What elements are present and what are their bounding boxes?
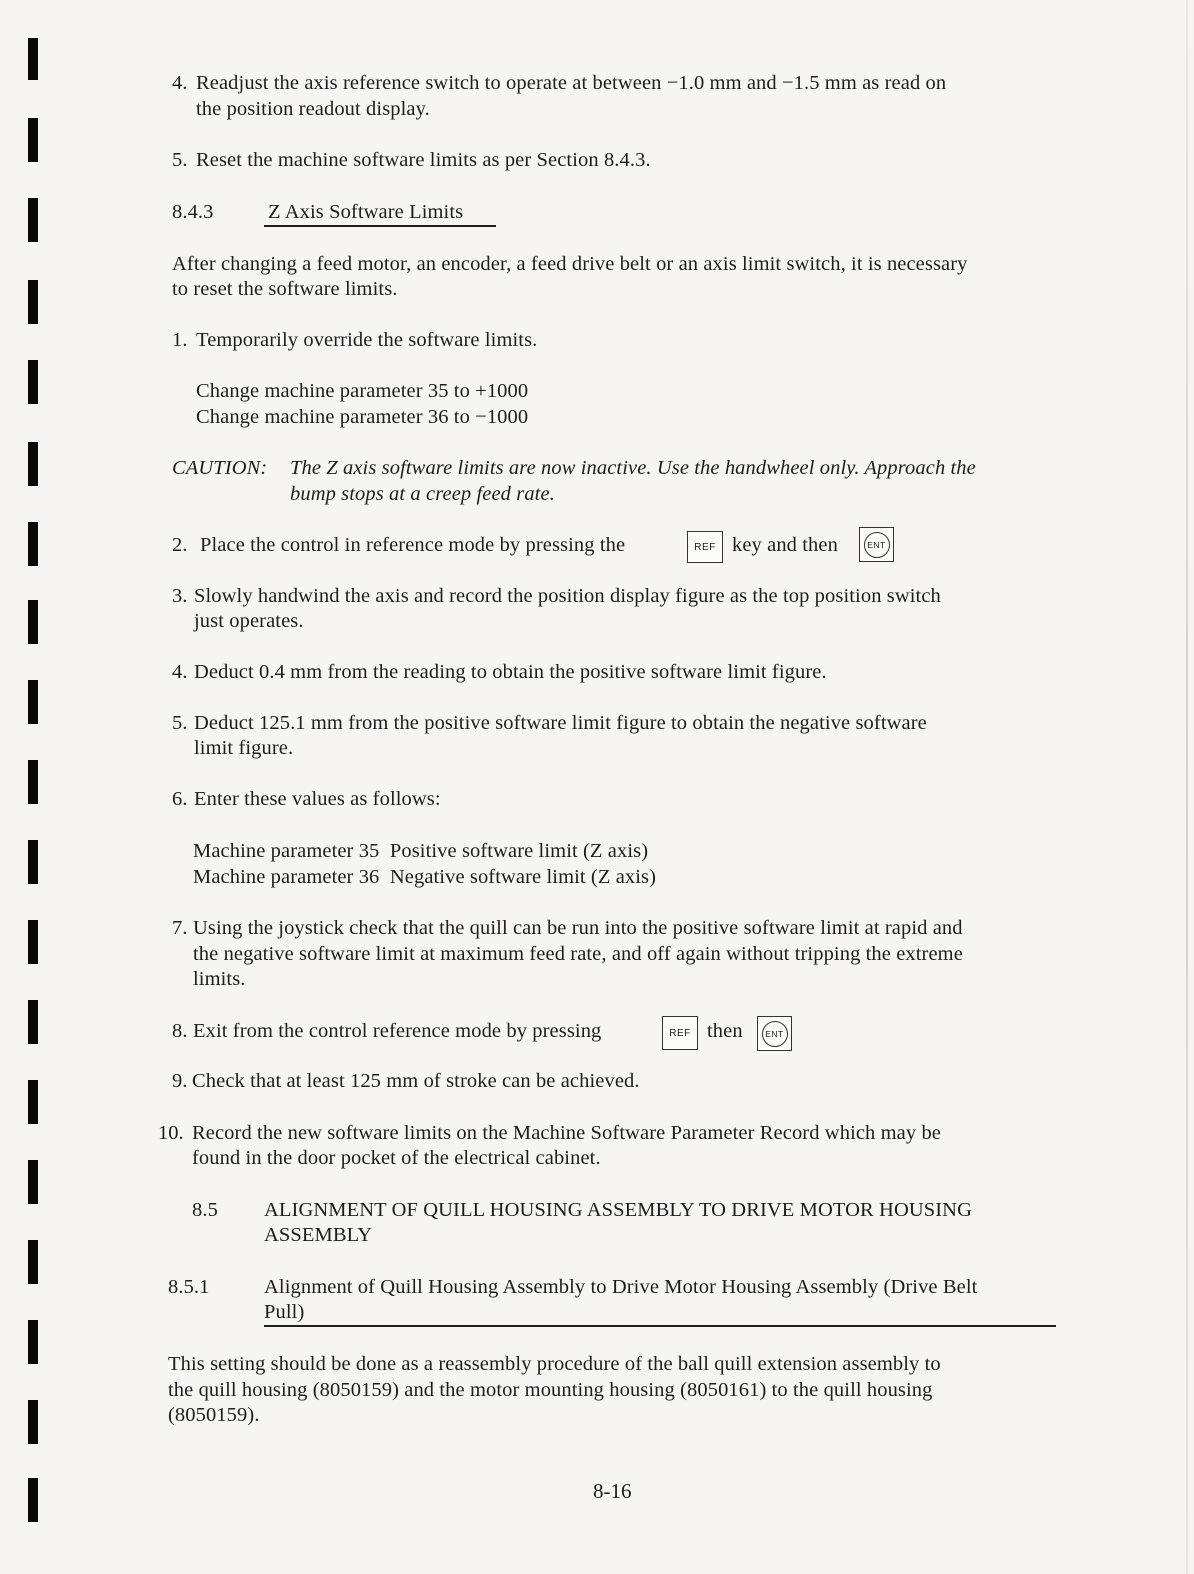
step-text: Using the joystick check that the quill can be run into the positive software limit at rapid and bbox=[193, 917, 963, 939]
page-number: 8-16 bbox=[593, 1479, 632, 1503]
parameter-line: Machine parameter 35 Positive software limit (Z axis) bbox=[193, 840, 649, 862]
binder-mark bbox=[28, 1400, 38, 1444]
step-text: Place the control in reference mode by pressing the bbox=[200, 534, 626, 556]
paragraph-line: After changing a feed motor, an encoder, a feed drive belt or an axis limit switch, it is necessary bbox=[172, 253, 968, 275]
step-number: 8. bbox=[172, 1020, 188, 1042]
parameter-line: Change machine parameter 35 to +1000 bbox=[196, 380, 529, 402]
section-title: Z Axis Software Limits bbox=[268, 201, 464, 223]
binder-mark bbox=[28, 1080, 38, 1124]
section-title: Pull) bbox=[264, 1301, 305, 1323]
binder-mark bbox=[28, 442, 38, 486]
binder-mark bbox=[28, 118, 38, 162]
section-title: ALIGNMENT OF QUILL HOUSING ASSEMBLY TO DRIVE MOTOR HOUSING bbox=[264, 1199, 972, 1221]
step-number: 10. bbox=[158, 1122, 184, 1144]
paragraph-line: the quill housing (8050159) and the motor mounting housing (8050161) to the quill housing bbox=[168, 1379, 933, 1401]
page-edge-shadow bbox=[1186, 0, 1188, 1574]
step-text: Deduct 0.4 mm from the reading to obtain the positive software limit figure. bbox=[194, 661, 827, 683]
binder-mark bbox=[28, 1320, 38, 1364]
step-text: Record the new software limits on the Machine Software Parameter Record which may be bbox=[192, 1122, 942, 1144]
enter-key-icon: ENT bbox=[757, 1016, 792, 1051]
step-text: just operates. bbox=[194, 610, 304, 632]
step-text: Deduct 125.1 mm from the positive software limit figure to obtain the negative software bbox=[194, 712, 927, 734]
step-text: limits. bbox=[193, 968, 246, 990]
parameter-line: Change machine parameter 36 to −1000 bbox=[196, 406, 529, 428]
paragraph-line: This setting should be done as a reassembly procedure of the ball quill extension assembly to bbox=[168, 1353, 941, 1375]
section-number: 8.5.1 bbox=[168, 1276, 210, 1298]
step-text: the position readout display. bbox=[196, 98, 430, 120]
step-number: 3. bbox=[172, 585, 188, 607]
enter-key-icon: ENT bbox=[859, 527, 894, 562]
ref-key-icon: REF bbox=[687, 531, 723, 563]
section-title-underline bbox=[264, 1325, 1056, 1327]
step-number: 5. bbox=[172, 149, 188, 171]
binder-mark bbox=[28, 280, 38, 324]
step-number: 6. bbox=[172, 788, 188, 810]
paragraph-line: (8050159). bbox=[168, 1404, 260, 1426]
caution-label: CAUTION: bbox=[172, 457, 268, 479]
section-number: 8.5 bbox=[192, 1199, 218, 1221]
paragraph-line: to reset the software limits. bbox=[172, 278, 398, 300]
step-number: 1. bbox=[172, 329, 188, 351]
section-title: Alignment of Quill Housing Assembly to Drive Motor Housing Assembly (Drive Belt bbox=[264, 1276, 978, 1298]
step-text: Temporarily override the software limits. bbox=[196, 329, 538, 351]
step-text: found in the door pocket of the electrical cabinet. bbox=[192, 1147, 601, 1169]
binder-mark bbox=[28, 840, 38, 884]
step-number: 4. bbox=[172, 72, 188, 94]
binder-mark bbox=[28, 1000, 38, 1044]
binder-mark bbox=[28, 600, 38, 644]
section-title-underline bbox=[264, 225, 496, 227]
binder-mark bbox=[28, 1160, 38, 1204]
step-number: 9. bbox=[172, 1070, 188, 1092]
caution-text: bump stops at a creep feed rate. bbox=[290, 483, 555, 505]
step-text: key and then bbox=[732, 534, 838, 556]
section-number: 8.4.3 bbox=[172, 201, 214, 223]
binder-mark bbox=[28, 38, 38, 80]
binder-mark bbox=[28, 920, 38, 964]
step-text: Enter these values as follows: bbox=[194, 788, 441, 810]
step-number: 2. bbox=[172, 534, 188, 556]
binder-mark bbox=[28, 680, 38, 724]
step-number: 5. bbox=[172, 712, 188, 734]
step-text: the negative software limit at maximum feed rate, and off again without tripping the extreme bbox=[193, 943, 963, 965]
section-title: ASSEMBLY bbox=[264, 1224, 373, 1246]
binder-mark bbox=[28, 522, 38, 566]
binder-mark bbox=[28, 198, 38, 242]
binder-mark bbox=[28, 760, 38, 804]
caution-text: The Z axis software limits are now inactive. Use the handwheel only. Approach the bbox=[290, 457, 976, 479]
binder-mark bbox=[28, 360, 38, 404]
step-text: Exit from the control reference mode by pressing bbox=[193, 1020, 602, 1042]
parameter-line: Machine parameter 36 Negative software limit (Z axis) bbox=[193, 866, 657, 888]
step-text: Slowly handwind the axis and record the position display figure as the top position switch bbox=[194, 585, 941, 607]
step-text: Reset the machine software limits as per Section 8.4.3. bbox=[196, 149, 651, 171]
step-text: Readjust the axis reference switch to operate at between −1.0 mm and −1.5 mm as read on bbox=[196, 72, 947, 94]
step-text: then bbox=[707, 1020, 743, 1042]
ref-key-icon: REF bbox=[662, 1016, 698, 1050]
step-number: 4. bbox=[172, 661, 188, 683]
binder-mark bbox=[28, 1478, 38, 1522]
step-text: Check that at least 125 mm of stroke can be achieved. bbox=[192, 1070, 640, 1092]
step-number: 7. bbox=[172, 917, 188, 939]
binder-mark bbox=[28, 1240, 38, 1284]
step-text: limit figure. bbox=[194, 737, 294, 759]
